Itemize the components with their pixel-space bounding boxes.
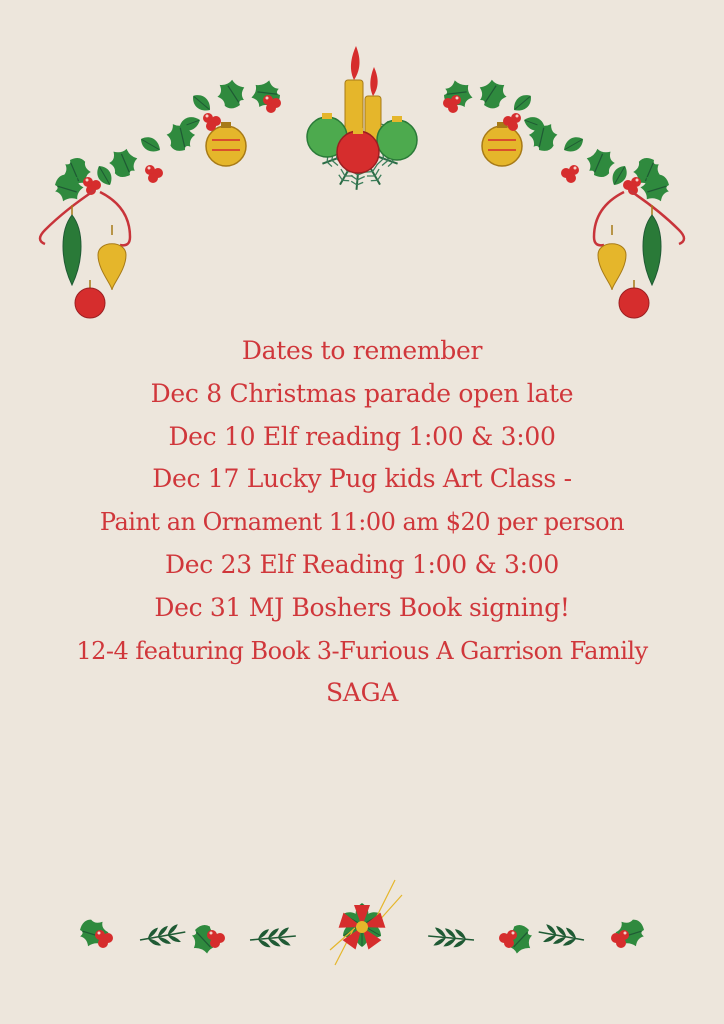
event-line: Dec 17 Lucky Pug kids Art Class - — [152, 464, 572, 494]
bottom-left-sprigs — [76, 915, 297, 955]
event-line: Dec 31 MJ Boshers Book signing! — [154, 592, 570, 622]
event-line: Paint an Ornament 11:00 am $20 per person — [99, 508, 625, 537]
event-line: 12-4 featuring Book 3-Furious A Garrison Family — [76, 636, 648, 665]
event-line: Dec 8 Christmas parade open late — [150, 378, 574, 408]
candle-bouquet — [307, 46, 417, 191]
top-holly-garland — [0, 0, 724, 330]
dates-list — [0, 330, 724, 715]
event-line: SAGA — [325, 678, 398, 708]
bottom-right-sprigs — [427, 915, 648, 955]
flyer-title: Dates to remember — [241, 336, 483, 365]
right-holly-arc — [439, 76, 684, 318]
event-line: Dec 10 Elf reading 1:00 & 3:00 — [168, 421, 556, 451]
event-line: Dec 23 Elf Reading 1:00 & 3:00 — [165, 549, 559, 579]
left-holly-arc — [40, 76, 285, 318]
bottom-holly-border — [0, 860, 724, 990]
poinsettia-center — [330, 880, 402, 965]
